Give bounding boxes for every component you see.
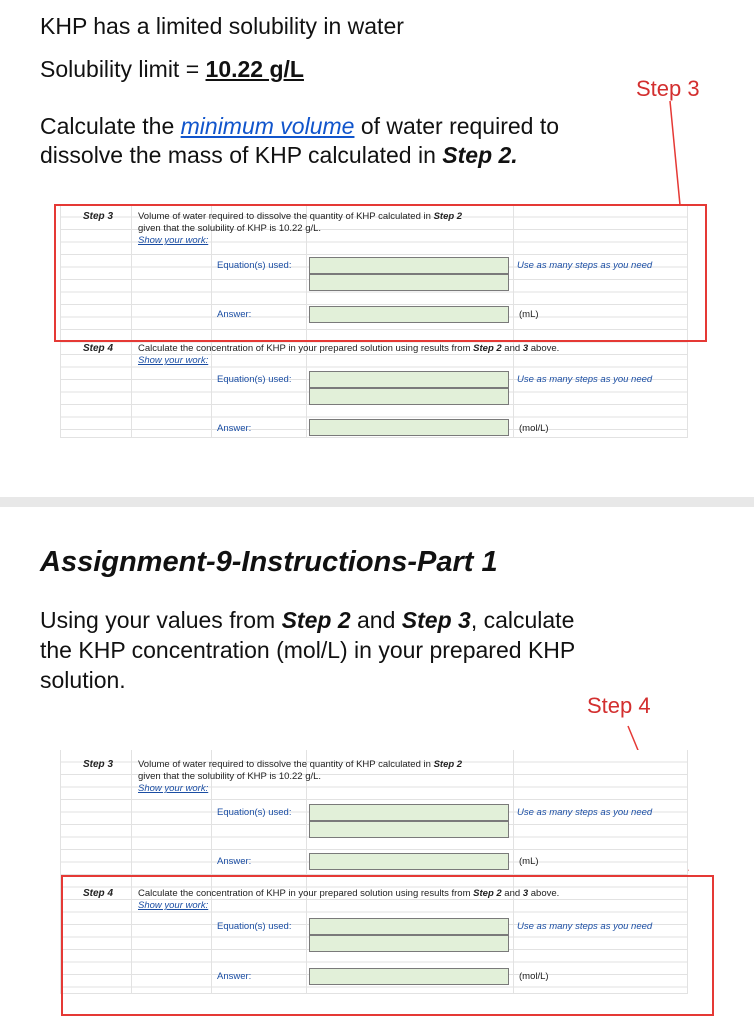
text-line-2: Solubility limit = 10.22 g/L xyxy=(40,56,304,82)
step-3-description: Volume of water required to dissolve the quantity of KHP calculated in Step 2 xyxy=(138,759,463,770)
slide-1 xyxy=(0,0,754,497)
answer-label: Answer: xyxy=(217,971,252,982)
solubility-value: 10.22 g/L xyxy=(205,56,304,82)
text-line-1: KHP has a limited solubility in water xyxy=(40,13,404,39)
step-3-label: Step 3 xyxy=(83,211,114,222)
text-line-4: dissolve the mass of KHP calculated in Step 2. xyxy=(40,142,518,168)
callout-step-4: Step 4 xyxy=(587,693,651,718)
paragraph-line-3: solution. xyxy=(40,667,126,693)
unit-mol-l: (mol/L) xyxy=(519,971,549,982)
paragraph-line-2: the KHP concentration (mol/L) in your prepared KHP xyxy=(40,637,576,663)
step-4-description: Calculate the concentration of KHP in your prepared solution using results from Step 2 and 3 above. xyxy=(138,888,560,899)
unit-mol-l: (mol/L) xyxy=(519,423,549,434)
show-work-link[interactable]: Show your work: xyxy=(138,235,209,246)
part-title: Assignment-9-Instructions-Part 1 xyxy=(40,546,498,578)
equation-input-2[interactable] xyxy=(309,821,509,838)
equations-label: Equation(s) used: xyxy=(217,807,292,818)
use-steps-note: Use as many steps as you need xyxy=(517,807,653,818)
step-4-label: Step 4 xyxy=(83,343,114,354)
step-3-description-2: given that the solubility of KHP is 10.22 g/L. xyxy=(138,771,322,782)
answer-input[interactable] xyxy=(309,853,509,870)
equation-input-1[interactable] xyxy=(309,371,509,388)
unit-ml: (mL) xyxy=(519,309,539,320)
answer-input[interactable] xyxy=(309,419,509,436)
step-4-label: Step 4 xyxy=(83,888,114,899)
equation-input-2[interactable] xyxy=(309,388,509,405)
equation-input-1[interactable] xyxy=(309,804,509,821)
minimum-volume-link[interactable]: minimum volume xyxy=(180,113,355,139)
step-4-description: Calculate the concentration of KHP in your prepared solution using results from Step 2 and 3 above. xyxy=(138,343,560,354)
answer-label: Answer: xyxy=(217,856,252,867)
show-work-link[interactable]: Show your work: xyxy=(138,900,209,911)
equations-label: Equation(s) used: xyxy=(217,374,292,385)
unit-ml: (mL) xyxy=(519,856,539,867)
slide-2 xyxy=(0,507,754,1024)
equations-label: Equation(s) used: xyxy=(217,921,292,932)
show-work-link[interactable]: Show your work: xyxy=(138,355,209,366)
step-3-description: Volume of water required to dissolve the quantity of KHP calculated in Step 2 xyxy=(138,211,463,222)
callout-step-3: Step 3 xyxy=(636,76,700,101)
highlight-step-4 xyxy=(61,875,714,1016)
highlight-step-3 xyxy=(54,204,707,342)
step-3-label: Step 3 xyxy=(83,759,114,770)
use-steps-note: Use as many steps as you need xyxy=(517,260,653,271)
show-work-link[interactable]: Show your work: xyxy=(138,783,209,794)
use-steps-note: Use as many steps as you need xyxy=(517,374,653,385)
use-steps-note: Use as many steps as you need xyxy=(517,921,653,932)
answer-label: Answer: xyxy=(217,309,252,320)
step-3-description-2: given that the solubility of KHP is 10.22 g/L. xyxy=(138,223,322,234)
paragraph-line-1: Using your values from Step 2 and Step 3, calculate xyxy=(40,607,575,633)
answer-label: Answer: xyxy=(217,423,252,434)
equations-label: Equation(s) used: xyxy=(217,260,292,271)
text-line-3: Calculate the minimum volume of water required to xyxy=(40,113,560,139)
